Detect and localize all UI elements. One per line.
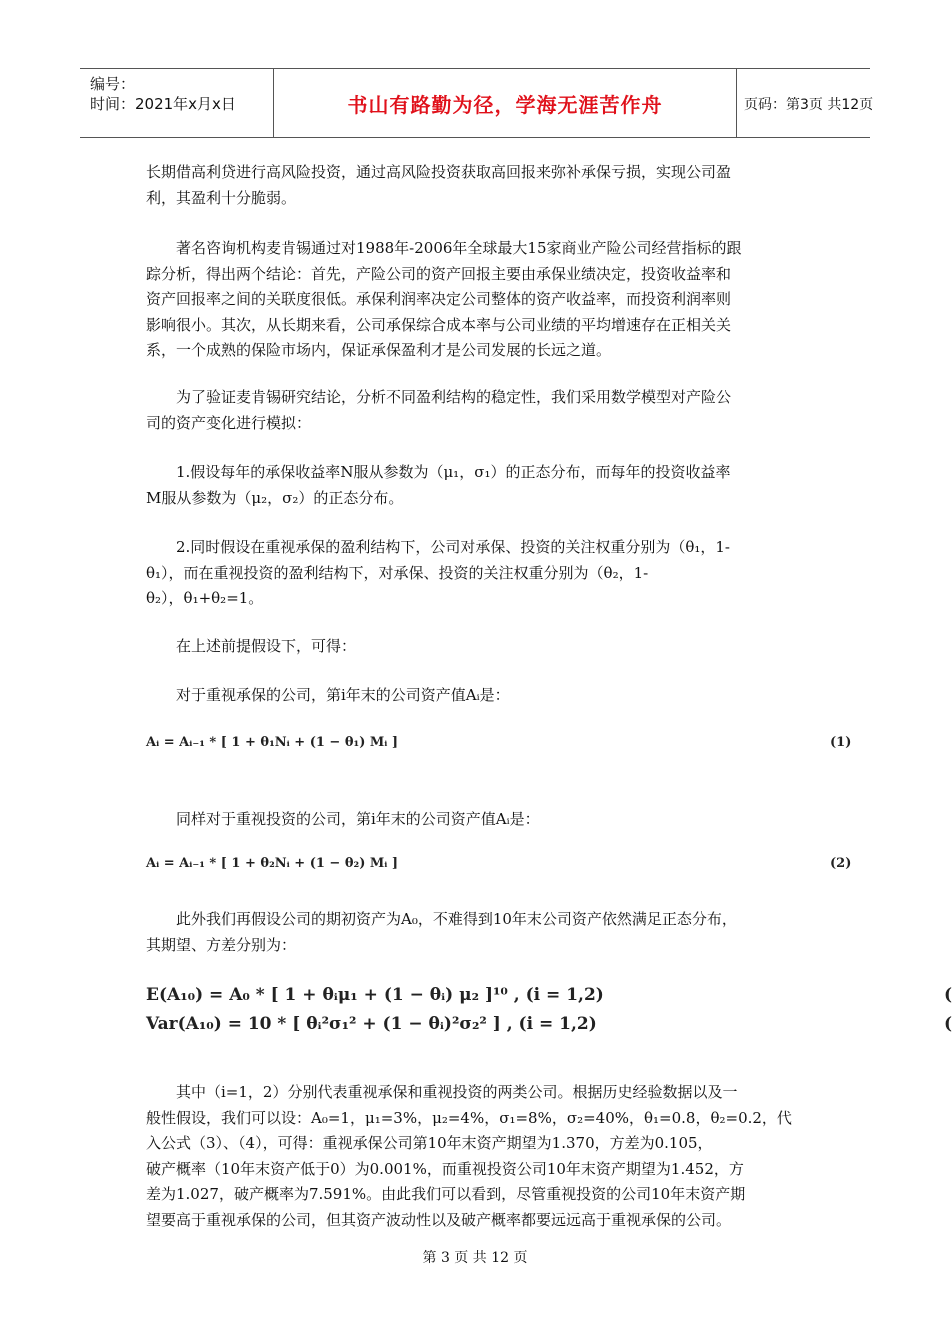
text-line: M服从参数为（μ₂，σ₂）的正态分布。	[146, 488, 404, 507]
header-page-cell	[736, 69, 874, 137]
text-line: 为了验证麦肯锡研究结论，分析不同盈利结构的稳定性，我们采用数学模型对产险公	[176, 388, 732, 406]
text-line: 破产概率（10年末资产低于0）为0.001%，而重视投资公司10年末资产期望为1.452，方	[146, 1159, 744, 1178]
page-header	[80, 68, 874, 138]
text-line: 其中（i=1，2）分别代表重视承保和重视投资的两类公司。根据历史经验数据以及一	[176, 1083, 738, 1101]
text-line: θ₂），θ₁+θ₂=1。	[146, 589, 264, 607]
text-line: 长期借高利贷进行高风险投资，通过高风险投资获取高回报来弥补承保亏损，实现公司盈	[146, 163, 732, 181]
page-footer: 第 3 页 共 12 页	[422, 1250, 528, 1266]
equation-2-number: (2)	[830, 856, 852, 871]
text-line: 利，其盈利十分脆弱。	[146, 188, 297, 207]
equation-1-number: (1)	[830, 735, 852, 750]
header-motto-cell	[273, 69, 737, 137]
clipped-equation-number-4: (	[944, 1014, 952, 1034]
paragraph-9	[146, 907, 806, 958]
equation-1: Aᵢ = Aᵢ₋₁ * [ 1 + θ₁Nᵢ + (1 − θ₁) Mᵢ ]	[146, 735, 399, 750]
paragraph-10	[146, 1080, 806, 1233]
text-line: 入公式（3）、（4），可得：重视承保公司第10年末资产期望为1.370，方差为0.105，	[146, 1134, 713, 1152]
paragraph-2	[146, 236, 806, 364]
text-line: 般性假设，我们可以设：A₀=1，μ₁=3%，μ₂=4%，σ₁=8%，σ₂=40%，θ₁=0.8，θ₂=0.2，代	[146, 1108, 792, 1127]
paragraph-1	[146, 160, 806, 211]
paragraph-5	[146, 535, 806, 612]
text-line: 系，一个成熟的保险市场内，保证承保盈利才是公司发展的长远之道。	[146, 341, 612, 359]
text-line: 著名咨询机构麦肯锡通过对1988年-2006年全球最大15家商业产险公司经营指标的跟	[176, 239, 742, 257]
text-line: 差为1.027，破产概率为7.591%。由此我们可以看到，尽管重视投资的公司10年末资产期	[146, 1185, 746, 1203]
text-line: θ₁），而在重视投资的盈利结构下，对承保、投资的关注权重分别为（θ₂，1-	[146, 563, 649, 582]
text-line: 2.同时假设在重视承保的盈利结构下，公司对承保、投资的关注权重分别为（θ₁，1-	[176, 538, 730, 556]
text-line: 在上述前提假设下，可得：	[176, 637, 357, 655]
header-meta-cell	[80, 69, 273, 137]
paragraph-8	[146, 807, 806, 833]
paragraph-6	[146, 634, 806, 660]
clipped-equation-number-3: (	[944, 985, 952, 1005]
text-line: 同样对于重视投资的公司，第i年末的公司资产值Aᵢ是：	[176, 810, 540, 828]
equation-4: Var(A₁₀) = 10 * [ θᵢ²σ₁² + (1 − θᵢ)²σ₂² ] , (i = 1,2)	[146, 1014, 597, 1034]
number-label: 编号：	[90, 75, 136, 93]
text-line: 踪分析，得出两个结论：首先，产险公司的资产回报主要由承保业绩决定，投资收益率和	[146, 264, 732, 283]
paragraph-7	[146, 683, 806, 709]
paragraph-4	[146, 460, 806, 511]
text-line: 司的资产变化进行模拟：	[146, 413, 312, 432]
text-line: 对于重视承保的公司，第i年末的公司资产值Aᵢ是：	[176, 686, 510, 704]
time-label: 时间：2021年x月x日	[90, 95, 236, 113]
text-line: 此外我们再假设公司的期初资产为A₀，不难得到10年末公司资产依然满足正态分布，	[176, 910, 737, 928]
equation-3: E(A₁₀) = A₀ * [ 1 + θᵢμ₁ + (1 − θᵢ) μ₂ ]¹⁰ , (i = 1,2)	[146, 985, 604, 1005]
text-line: 1.假设每年的承保收益率N服从参数为（μ₁，σ₁）的正态分布，而每年的投资收益率	[176, 463, 731, 481]
header-page-info: 页码：第3页 共12页	[744, 97, 874, 113]
equation-2: Aᵢ = Aᵢ₋₁ * [ 1 + θ₂Nᵢ + (1 − θ₂) Mᵢ ]	[146, 856, 399, 871]
text-line: 望要高于重视承保的公司，但其资产波动性以及破产概率都要远远高于重视承保的公司。	[146, 1210, 732, 1229]
motto-text: 书山有路勤为径，学海无涯苦作舟	[347, 93, 663, 117]
text-line: 资产回报率之间的关联度很低。承保利润率决定公司整体的资产收益率，而投资利润率则	[146, 290, 732, 308]
text-line: 其期望、方差分别为：	[146, 935, 297, 954]
text-line: 影响很小。其次，从长期来看，公司承保综合成本率与公司业绩的平均增速存在正相关关	[146, 315, 732, 334]
paragraph-3	[146, 385, 806, 436]
